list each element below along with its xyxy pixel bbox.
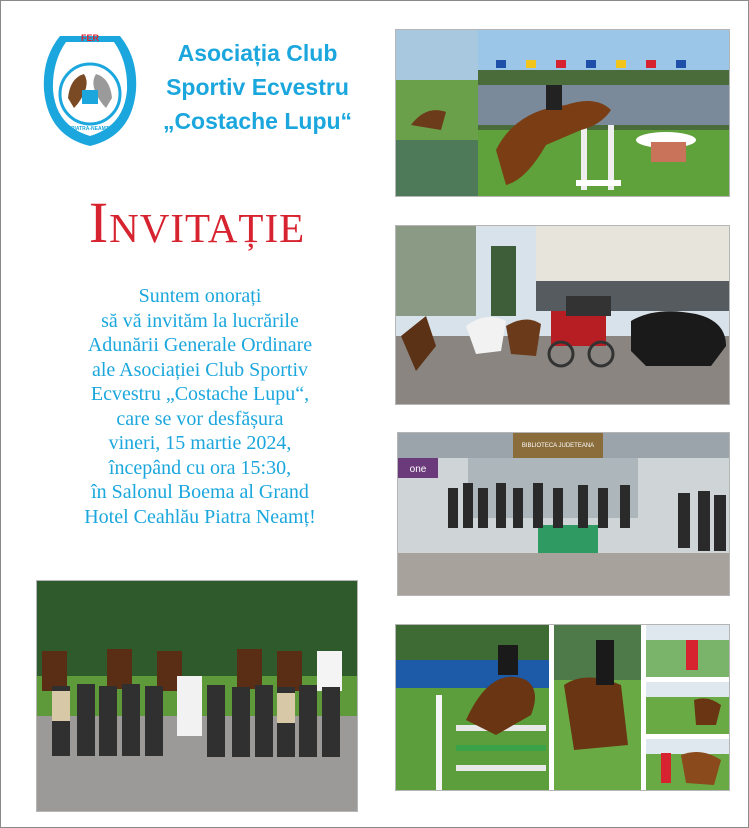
library-sign: BIBLIOTECA JUDETEANA [521, 443, 595, 449]
invitation-title: Invitație [88, 190, 306, 255]
body-line: în Salonul Boema al Grand [91, 481, 309, 503]
photo-band [397, 432, 730, 596]
photo-competition [395, 624, 730, 791]
store-sign: one [409, 464, 427, 475]
body-line: Suntem onorați [138, 285, 262, 307]
club-name-line-3: „Costache Lupu“ [162, 108, 353, 134]
club-name-line-2: Sportiv Ecvestru [166, 74, 349, 100]
body-line: Ecvestru „Costache Lupu“, [90, 383, 310, 405]
body-line: să vă invităm la lucrările [101, 309, 299, 332]
body-line: care se vor desfășura [116, 407, 284, 430]
body-line: începând cu ora 15:30, [108, 456, 292, 479]
club-logo [40, 28, 140, 150]
photo-group [36, 580, 358, 812]
club-name [150, 36, 365, 138]
body-line: vineri, 15 martie 2024, [108, 432, 292, 454]
club-name-line-1: Asociația Club [177, 40, 338, 66]
invitation-body [40, 284, 360, 529]
body-line: ale Asociației Club Sportiv [91, 358, 309, 381]
logo-city: PIATRA-NEAMT [71, 126, 109, 132]
body-line: Hotel Ceahlău Piatra Neamț! [84, 505, 316, 528]
photo-parade [395, 225, 730, 405]
logo-brand: FER [81, 33, 99, 43]
body-line: Adunării Generale Ordinare [87, 334, 313, 356]
photo-show-jumping [395, 29, 730, 197]
